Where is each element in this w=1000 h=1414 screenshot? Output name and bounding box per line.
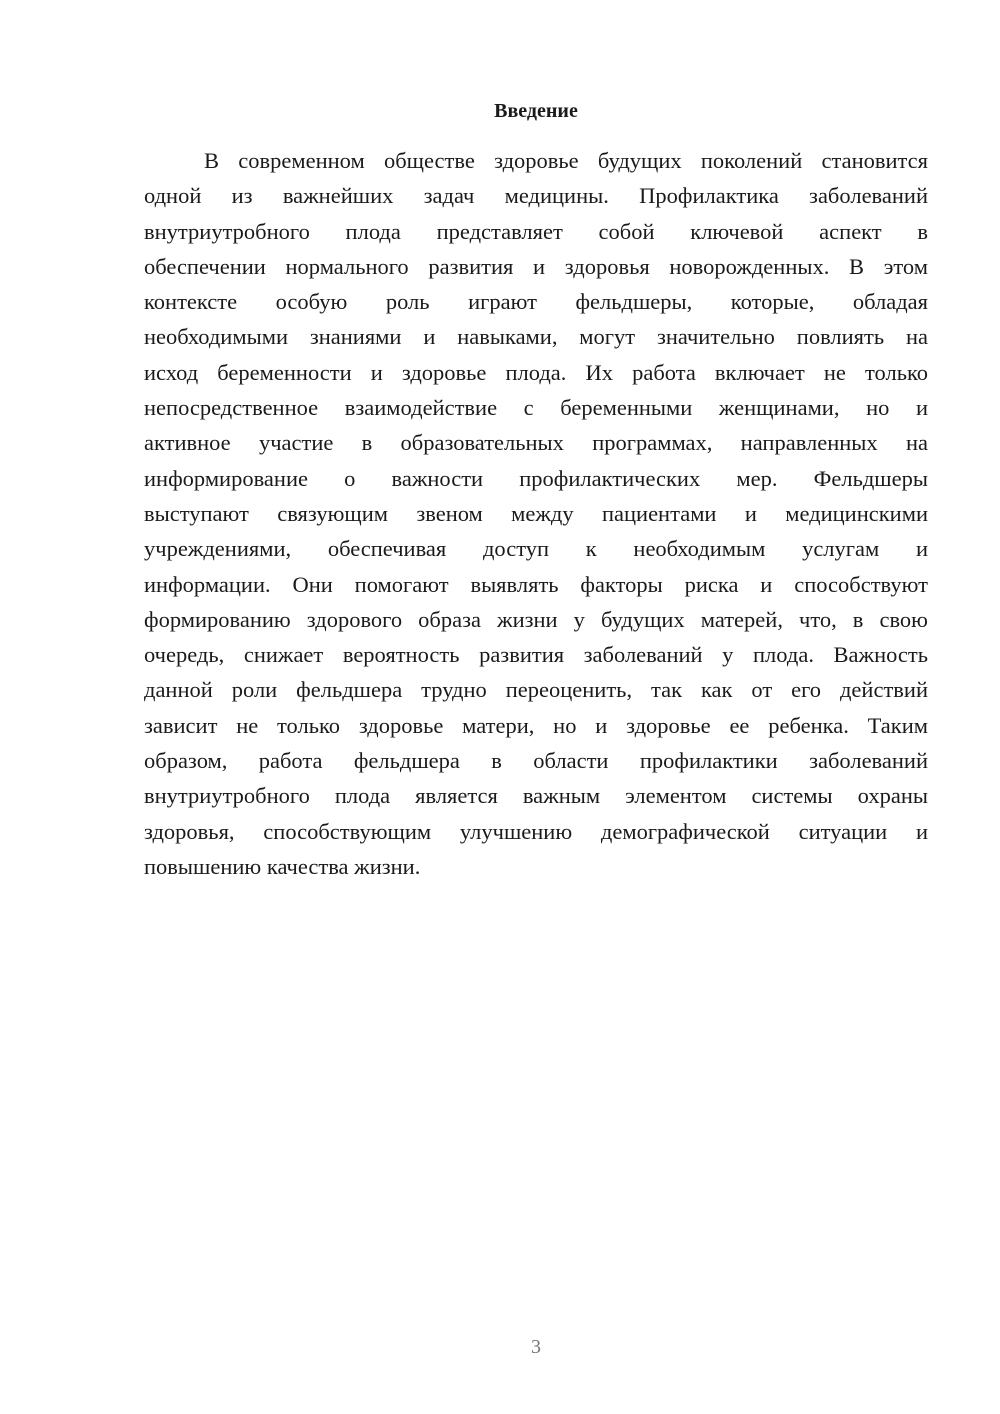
- paragraph-line: необходимыми знаниями и навыками, могут значительно повлиять на: [144, 324, 928, 350]
- paragraph-line: формированию здорового образа жизни у будущих матерей, что, в свою: [144, 606, 928, 632]
- paragraph-line: информации. Они помогают выявлять факторы риска и способствуют: [144, 571, 928, 597]
- paragraph-line: внутриутробного плода представляет собой ключевой аспект в: [144, 218, 928, 244]
- paragraph-line: здоровья, способствующим улучшению демографической ситуации и: [144, 818, 928, 844]
- paragraph-line: данной роли фельдшера трудно переоценить, так как от его действий: [144, 677, 928, 703]
- paragraph-line: учреждениями, обеспечивая доступ к необходимым услугам и: [144, 536, 928, 562]
- paragraph-line: выступают связующим звеном между пациентами и медицинскими: [144, 500, 928, 526]
- paragraph-line: активное участие в образовательных программах, направленных на: [144, 430, 928, 456]
- paragraph-line: очередь, снижает вероятность развития заболеваний у плода. Важность: [144, 642, 928, 668]
- page-number: 3: [531, 1336, 541, 1358]
- paragraph-line: непосредственное взаимодействие с беременными женщинами, но и: [144, 395, 928, 421]
- paragraph-line: повышению качества жизни.: [144, 853, 421, 879]
- paragraph-line: В современном обществе здоровье будущих поколений становится: [204, 148, 928, 173]
- introduction-paragraph: [144, 143, 928, 884]
- paragraph-line: контексте особую роль играют фельдшеры, которые, обладая: [144, 289, 928, 315]
- paragraph-line: исход беременности и здоровье плода. Их работа включает не только: [144, 359, 928, 385]
- paragraph-line: обеспечении нормального развития и здоровья новорожденных. В этом: [144, 253, 928, 279]
- paragraph-line: внутриутробного плода является важным элементом системы охраны: [144, 783, 928, 809]
- paragraph-line: образом, работа фельдшера в области профилактики заболеваний: [144, 748, 928, 774]
- page-title: Введение: [494, 100, 578, 122]
- paragraph-line: одной из важнейших задач медицины. Профилактика заболеваний: [144, 183, 928, 209]
- paragraph-line: информирование о важности профилактических мер. Фельдшеры: [144, 465, 928, 491]
- paragraph-line: зависит не только здоровье матери, но и здоровье ее ребенка. Таким: [144, 712, 928, 738]
